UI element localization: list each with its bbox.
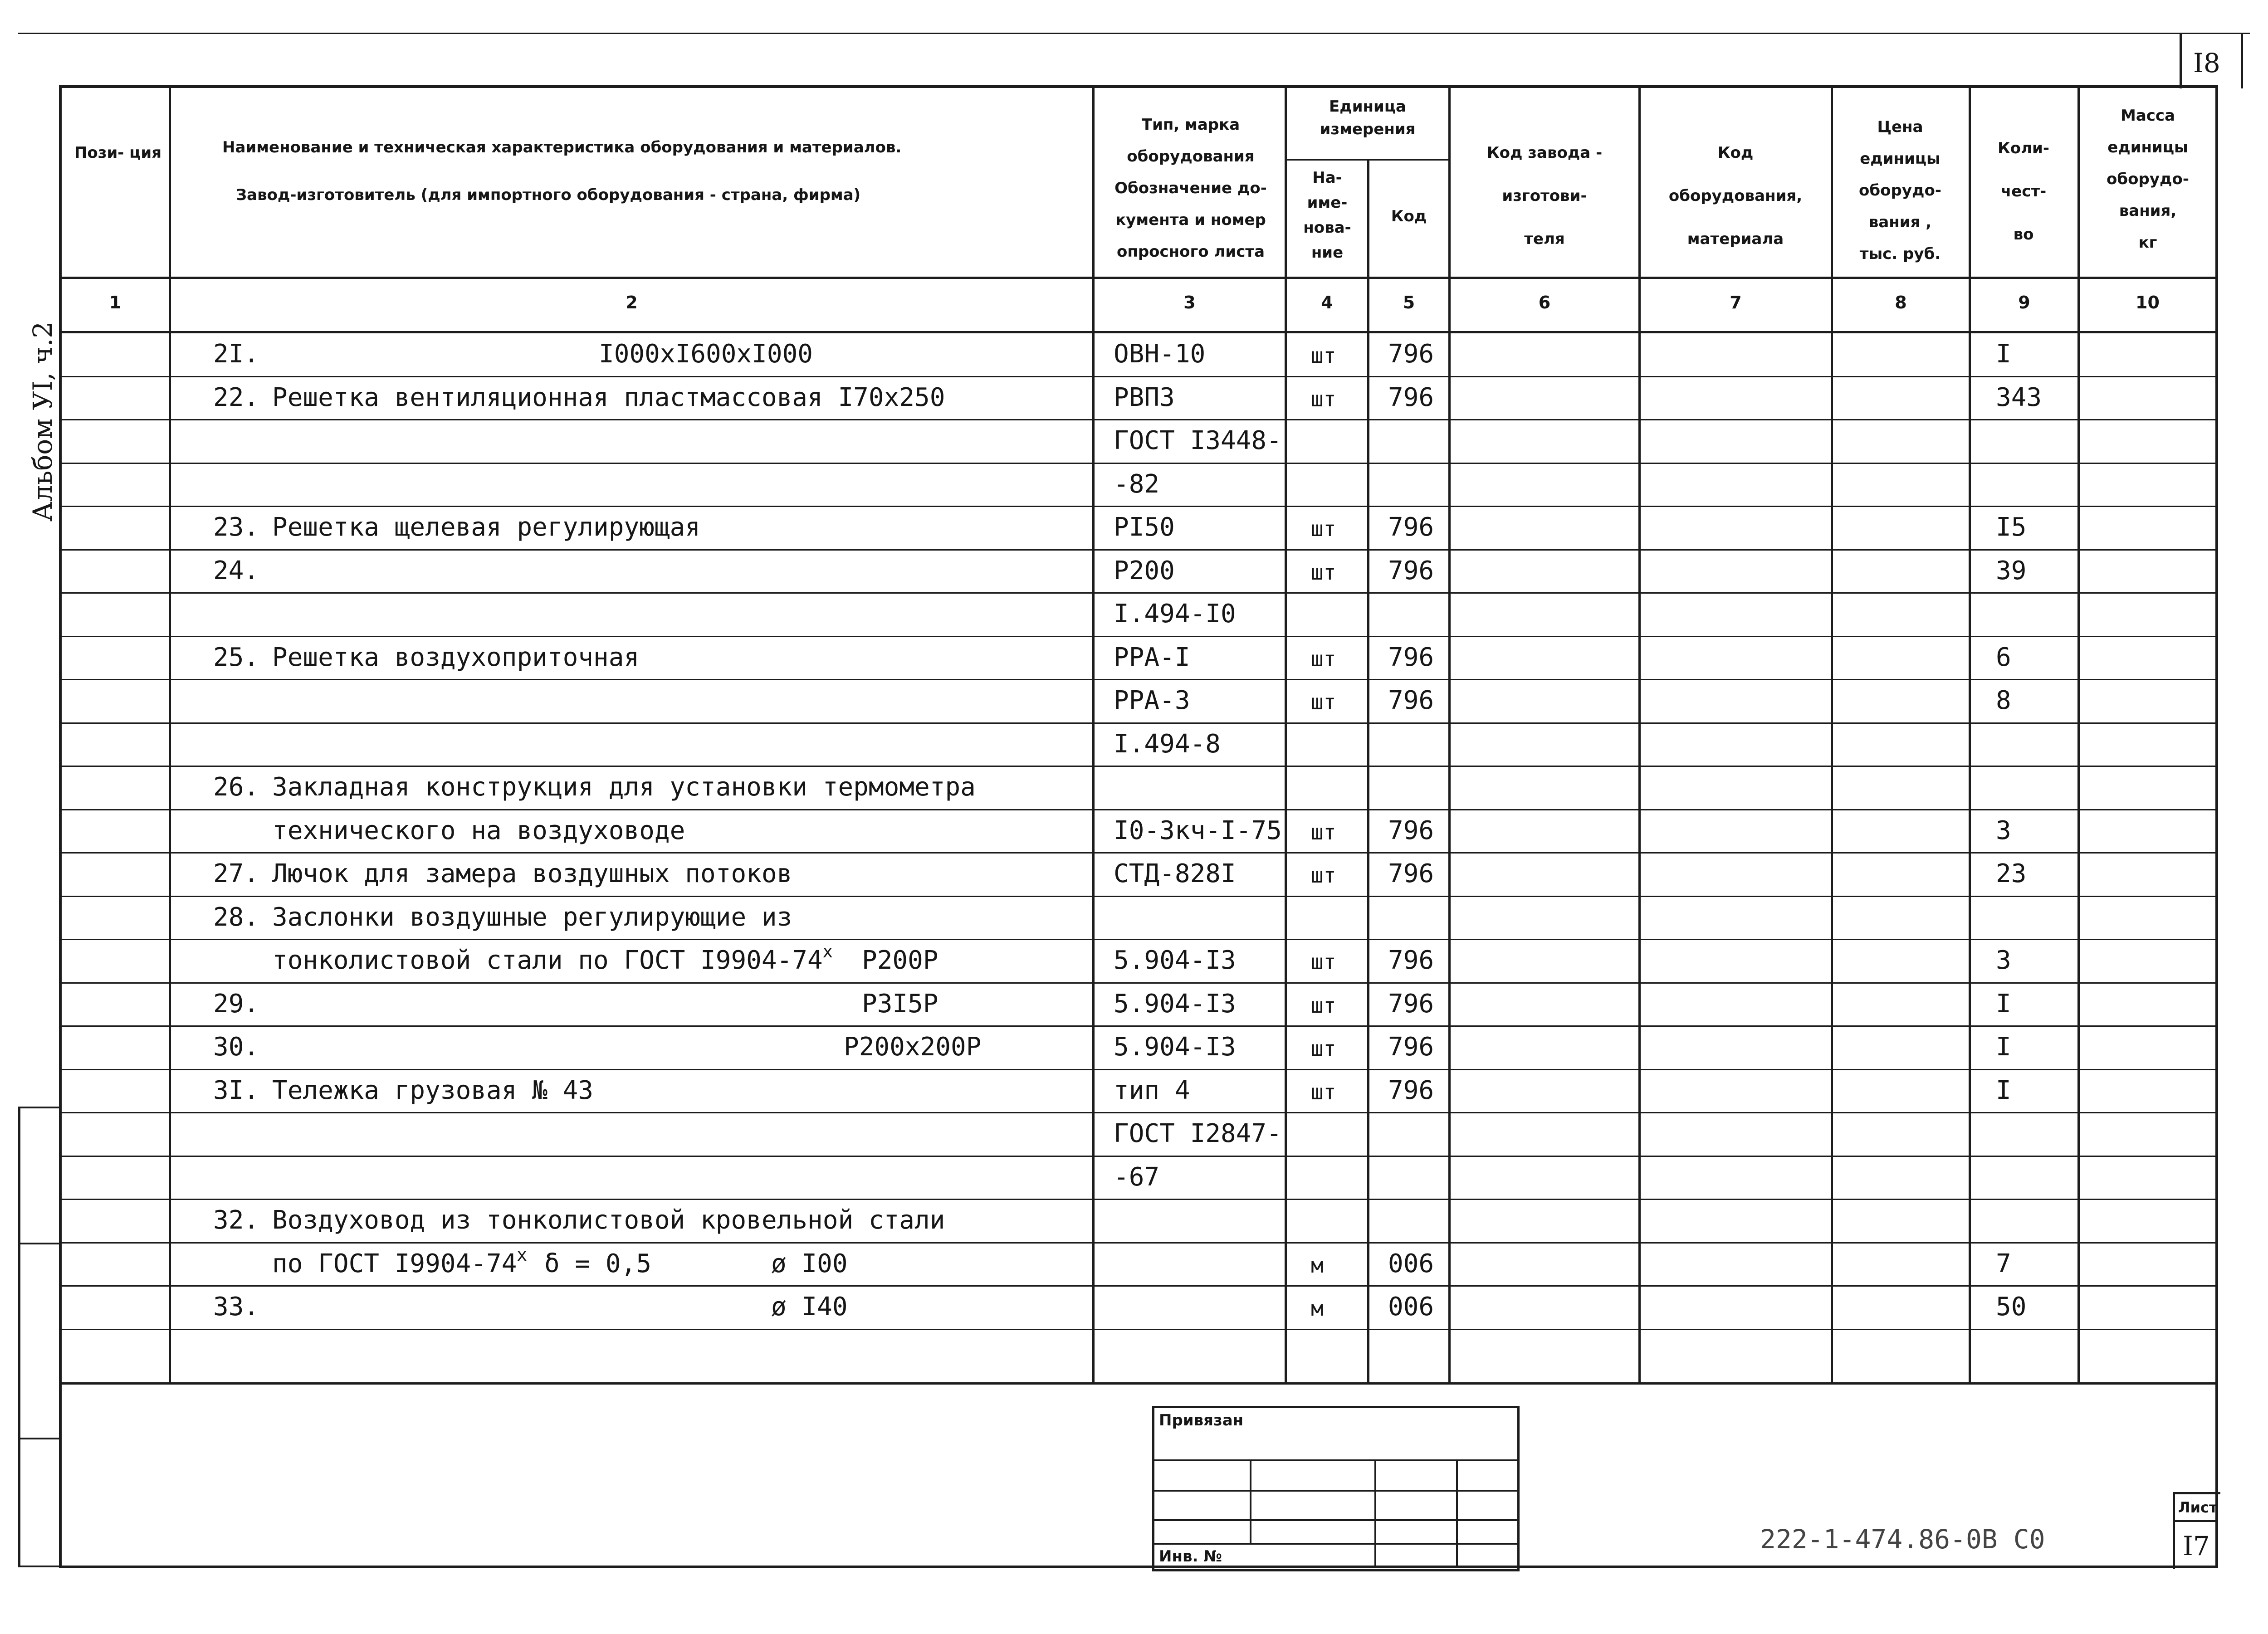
row-size: Р200Р xyxy=(862,946,938,975)
row-type: СТД-828I xyxy=(1114,859,1236,888)
row-separator xyxy=(62,1329,2215,1330)
row-type: ГОСТ I2847- xyxy=(1114,1119,1282,1148)
row-type: 5.904-I3 xyxy=(1114,989,1236,1019)
row-quantity: 7 xyxy=(1996,1249,2011,1278)
row-separator xyxy=(62,376,2215,377)
col-line xyxy=(1367,159,1369,1385)
row-size: Р3I5Р xyxy=(862,989,938,1019)
header-equipment-code-line: оборудования, xyxy=(1668,187,1803,205)
stamp-hline xyxy=(1152,1459,1517,1461)
row-unit-code: 796 xyxy=(1388,989,1434,1019)
row-type: Р200 xyxy=(1114,556,1175,585)
header-price-line: Цена xyxy=(1877,118,1923,136)
row-name: по ГОСТ I9904-74 xyxy=(272,1249,517,1278)
header-type-line: Тип, марка xyxy=(1141,116,1240,134)
row-unit: шт xyxy=(1311,343,1336,368)
row-quantity: I xyxy=(1996,1075,2011,1105)
row-type: тип 4 xyxy=(1114,1075,1190,1105)
row-unit-code: 796 xyxy=(1388,1032,1434,1062)
row-separator xyxy=(62,1242,2215,1244)
stamp-vline xyxy=(1250,1459,1251,1545)
row-unit: м xyxy=(1311,1253,1324,1278)
row-name: Решетка щелевая регулирующая xyxy=(272,512,701,542)
stamp-hline xyxy=(1152,1543,1517,1545)
stamp-hline xyxy=(1152,1490,1517,1492)
unit-group-divider xyxy=(1285,159,1451,161)
row-position: 23. xyxy=(213,512,259,542)
row-unit: шт xyxy=(1311,950,1336,974)
header-quantity-line: во xyxy=(2013,225,2034,244)
row-size: I000xI600xI000 xyxy=(599,339,813,369)
row-separator xyxy=(62,679,2215,680)
row-name: тонколистовой стали по ГОСТ I9904-74 xyxy=(272,946,823,975)
header-name-line1: Наименование и техническая характеристика оборудования и материалов. xyxy=(222,138,902,156)
row-position: 3I. xyxy=(213,1075,259,1105)
row-unit-code: 006 xyxy=(1388,1249,1434,1278)
colnum-4: 4 xyxy=(1321,293,1333,312)
row-separator xyxy=(62,506,2215,507)
corner-sheet-number: I8 xyxy=(2193,48,2220,78)
row-separator xyxy=(62,592,2215,594)
header-type-line: опросного листа xyxy=(1116,243,1265,261)
row-type: I.494-8 xyxy=(1114,729,1221,759)
row-separator xyxy=(62,722,2215,724)
row-position: 28. xyxy=(213,902,259,932)
header-type xyxy=(1098,109,1284,268)
row-size: ø I00 xyxy=(771,1249,848,1278)
binding-strip-tick xyxy=(18,1243,60,1244)
stamp-vline xyxy=(1374,1459,1376,1567)
row-position: 2I. xyxy=(213,339,259,369)
row-quantity: 39 xyxy=(1996,556,2027,585)
row-separator xyxy=(62,549,2215,551)
row-unit-code: 796 xyxy=(1388,859,1434,888)
row-unit-code: 796 xyxy=(1388,382,1434,412)
header-mass-line: оборудо- xyxy=(2107,170,2189,188)
header-unit-name-line: нова- xyxy=(1303,219,1351,237)
header-bottom-line xyxy=(59,277,2218,279)
row-type: ГОСТ I3448- xyxy=(1114,426,1282,455)
stamp-inv-label: Инв. № xyxy=(1159,1547,1222,1566)
row-thickness: δ = 0,5 xyxy=(544,1249,652,1278)
header-unit-group: Единица измерения xyxy=(1320,98,1416,138)
header-quantity xyxy=(1971,127,2076,256)
header-maker-code-line: изготови- xyxy=(1502,187,1587,205)
frame-top-line xyxy=(59,85,2218,88)
header-unit-name-line: име- xyxy=(1307,194,1348,212)
colnum-bottom-line xyxy=(59,331,2218,333)
row-unit-code: 796 xyxy=(1388,686,1434,715)
row-type: I.494-I0 xyxy=(1114,599,1236,629)
row-unit: шт xyxy=(1311,386,1336,411)
row-type: I0-3кч-I-75 xyxy=(1114,815,1282,845)
col-line xyxy=(1638,85,1641,1385)
row-separator xyxy=(62,1156,2215,1157)
binding-strip-tick xyxy=(18,1107,60,1108)
colnum-7: 7 xyxy=(1730,293,1742,312)
frame-right-line xyxy=(2215,85,2218,1568)
document-code: 222-1-474.86-0В С0 xyxy=(1760,1524,2045,1555)
header-type-line: кумента и номер xyxy=(1115,211,1266,229)
row-separator xyxy=(62,1025,2215,1027)
header-price-line: единицы xyxy=(1860,150,1941,168)
row-separator xyxy=(62,939,2215,940)
row-quantity: 8 xyxy=(1996,686,2011,715)
row-name-superscript: x xyxy=(822,941,833,961)
row-position: 27. xyxy=(213,859,259,888)
header-type-line: Обозначение до- xyxy=(1114,179,1267,197)
row-unit: шт xyxy=(1311,863,1336,888)
row-name-superscript: x xyxy=(517,1244,528,1265)
row-position: 22. xyxy=(213,382,259,412)
header-maker-code-line: теля xyxy=(1524,230,1565,248)
row-separator xyxy=(62,896,2215,897)
row-unit: шт xyxy=(1311,690,1336,714)
row-type: -82 xyxy=(1114,469,1160,499)
row-unit-code: 796 xyxy=(1388,815,1434,845)
row-unit: шт xyxy=(1311,819,1336,844)
row-unit: м xyxy=(1311,1296,1324,1321)
row-separator xyxy=(62,1112,2215,1113)
header-quantity-line: чест- xyxy=(2000,182,2047,200)
header-mass xyxy=(2080,100,2216,259)
stamp-vline xyxy=(1456,1459,1458,1567)
row-unit: шт xyxy=(1311,1036,1336,1061)
row-unit: шт xyxy=(1311,993,1336,1018)
row-unit-code: 796 xyxy=(1388,339,1434,369)
row-position: 33. xyxy=(213,1292,259,1322)
col-line xyxy=(1969,85,1971,1385)
row-quantity: I5 xyxy=(1996,512,2027,542)
row-name: Воздуховод из тонколистовой кровельной стали xyxy=(272,1205,945,1235)
row-unit: шт xyxy=(1311,646,1336,671)
row-quantity: 343 xyxy=(1996,382,2042,412)
row-unit-code: 796 xyxy=(1388,946,1434,975)
table-bottom-line xyxy=(59,1382,2218,1385)
row-name: Лючок для замера воздушных потоков xyxy=(272,859,792,888)
row-quantity: 50 xyxy=(1996,1292,2027,1322)
row-name: Тележка грузовая № 43 xyxy=(272,1075,594,1105)
col-line xyxy=(1448,85,1451,1385)
header-unit-code: Код xyxy=(1391,207,1427,225)
row-size: ø I40 xyxy=(771,1292,848,1322)
row-quantity: 3 xyxy=(1996,946,2011,975)
side-album-label: Альбом УI, ч.2 xyxy=(27,321,58,522)
row-name: Закладная конструкция для установки термометра xyxy=(272,772,976,802)
row-unit-code: 796 xyxy=(1388,556,1434,585)
row-unit-code: 006 xyxy=(1388,1292,1434,1322)
stamp-block xyxy=(1152,1406,1520,1571)
page-top-rule xyxy=(18,33,2250,34)
col-line xyxy=(1285,85,1287,1385)
row-unit: шт xyxy=(1311,517,1336,541)
stamp-hline xyxy=(1152,1519,1517,1521)
row-separator xyxy=(62,1069,2215,1070)
row-name: Решетка воздухоприточная xyxy=(272,642,640,672)
header-name-line2: Завод-изготовитель (для импортного оборудования - страна, фирма) xyxy=(236,186,861,204)
header-price-line: вания , xyxy=(1868,213,1932,231)
row-type: 5.904-I3 xyxy=(1114,1032,1236,1062)
header-price-line: оборудо- xyxy=(1859,181,1941,200)
sheet-label: Лист xyxy=(2178,1499,2218,1516)
header-equipment-code xyxy=(1641,132,1830,261)
row-separator xyxy=(62,852,2215,854)
row-separator xyxy=(62,1285,2215,1287)
row-separator xyxy=(62,419,2215,420)
row-type: -67 xyxy=(1114,1162,1160,1192)
col-line xyxy=(1092,85,1095,1385)
row-unit: шт xyxy=(1311,560,1336,585)
header-mass-line: единицы xyxy=(2107,138,2188,156)
colnum-3: 3 xyxy=(1183,293,1196,312)
binding-strip-tick xyxy=(18,1566,60,1567)
sheet-number: I7 xyxy=(2183,1531,2210,1561)
row-separator xyxy=(62,982,2215,984)
row-position: 24. xyxy=(213,556,259,585)
colnum-2: 2 xyxy=(626,293,638,312)
row-quantity: I xyxy=(1996,989,2011,1019)
row-type: ОВН-10 xyxy=(1114,339,1206,369)
row-size: Р200x200Р xyxy=(844,1032,982,1062)
header-unit-name xyxy=(1288,166,1366,265)
row-separator xyxy=(62,463,2215,464)
row-quantity: I xyxy=(1996,339,2011,369)
row-type: РРА-3 xyxy=(1114,686,1190,715)
row-position: 29. xyxy=(213,989,259,1019)
colnum-1: 1 xyxy=(109,293,122,312)
row-type: РРА-I xyxy=(1114,642,1190,672)
col-line xyxy=(1831,85,1833,1385)
row-separator xyxy=(62,636,2215,637)
header-unit-name-line: На- xyxy=(1312,169,1342,187)
header-price xyxy=(1833,111,1968,270)
row-name: Заслонки воздушные регулирующие из xyxy=(272,902,792,932)
colnum-9: 9 xyxy=(2018,293,2030,312)
header-maker-code xyxy=(1452,132,1637,261)
header-position: Пози- ция xyxy=(74,144,162,162)
header-maker-code-line: Код завода - xyxy=(1486,144,1603,162)
row-unit-code: 796 xyxy=(1388,512,1434,542)
header-price-line: тыс. руб. xyxy=(1859,245,1941,263)
col-line xyxy=(169,85,171,1385)
row-quantity: 6 xyxy=(1996,642,2011,672)
row-unit-code: 796 xyxy=(1388,1075,1434,1105)
row-name: технического на воздуховоде xyxy=(272,815,685,845)
header-unit-name-line: ние xyxy=(1311,244,1344,262)
header-equipment-code-line: Код xyxy=(1717,144,1754,162)
col-line xyxy=(2077,85,2080,1385)
row-unit-code: 796 xyxy=(1388,642,1434,672)
row-unit: шт xyxy=(1311,1079,1336,1104)
row-position: 25. xyxy=(213,642,259,672)
row-type: РВП3 xyxy=(1114,382,1175,412)
row-separator xyxy=(62,809,2215,810)
colnum-6: 6 xyxy=(1538,293,1551,312)
row-name: Решетка вентиляционная пластмассовая I70x250 xyxy=(272,382,945,412)
row-quantity: 23 xyxy=(1996,859,2027,888)
row-type: 5.904-I3 xyxy=(1114,946,1236,975)
colnum-10: 10 xyxy=(2136,293,2160,312)
row-separator xyxy=(62,766,2215,767)
header-mass-line: Масса xyxy=(2120,107,2175,125)
row-position: 30. xyxy=(213,1032,259,1062)
row-separator xyxy=(62,1199,2215,1200)
stamp-linked-label: Привязан xyxy=(1159,1411,1244,1429)
sheet-box-divider xyxy=(2173,1520,2218,1522)
row-position: 26. xyxy=(213,772,259,802)
row-position: 32. xyxy=(213,1205,259,1235)
binding-strip-tick xyxy=(18,1438,60,1439)
row-quantity: I xyxy=(1996,1032,2011,1062)
frame-bottom-line xyxy=(59,1566,2218,1568)
header-equipment-code-line: материала xyxy=(1687,230,1784,248)
row-quantity: 3 xyxy=(1996,815,2011,845)
binding-strip-line xyxy=(18,1107,20,1567)
row-type: РI50 xyxy=(1114,512,1175,542)
header-type-line: оборудования xyxy=(1127,147,1255,166)
colnum-8: 8 xyxy=(1895,293,1907,312)
header-quantity-line: Коли- xyxy=(1998,139,2049,157)
header-mass-line: кг xyxy=(2138,234,2157,252)
header-mass-line: вания, xyxy=(2119,202,2177,220)
colnum-5: 5 xyxy=(1403,293,1415,312)
